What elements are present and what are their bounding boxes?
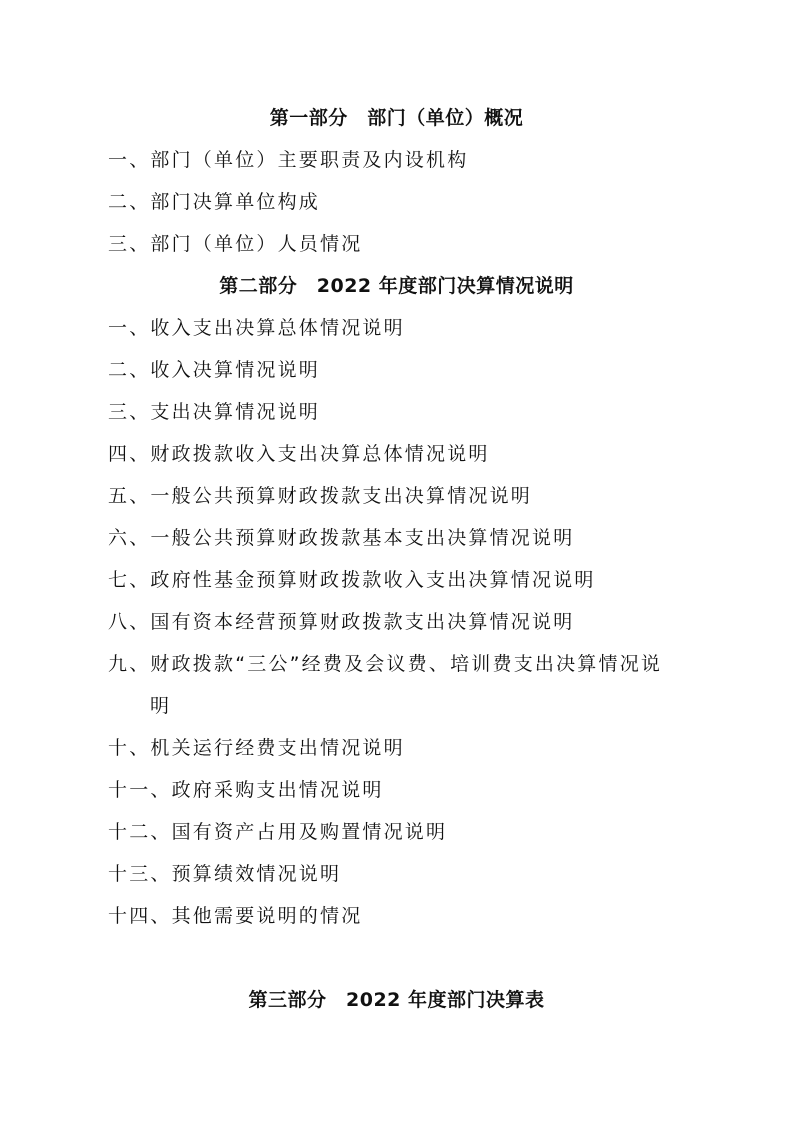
part2-heading: 第二部分 2022 年度部门决算情况说明 — [219, 275, 574, 297]
part1-item-1: 一、部门（单位）主要职责及内设机构 — [108, 149, 469, 171]
part1-item-3: 三、部门（单位）人员情况 — [108, 233, 363, 255]
part3-heading: 第三部分 2022 年度部门决算表 — [248, 989, 545, 1011]
part1-heading: 第一部分 部门（单位）概况 — [269, 107, 524, 129]
part2-item-3: 三、支出决算情况说明 — [108, 401, 321, 423]
part2-item-12: 十二、国有资产占用及购置情况说明 — [108, 821, 448, 843]
part2-item-13: 十三、预算绩效情况说明 — [108, 863, 342, 885]
part2-item-2: 二、收入决算情况说明 — [108, 359, 321, 381]
part2-item-4: 四、财政拨款收入支出决算总体情况说明 — [108, 443, 490, 465]
part2-item-8: 八、国有资本经营预算财政拨款支出决算情况说明 — [108, 611, 575, 633]
part1-item-2: 二、部门决算单位构成 — [108, 191, 321, 213]
part2-item-9: 九、财政拨款“三公”经费及会议费、培训费支出决算情况说 — [108, 653, 663, 675]
part2-item-14: 十四、其他需要说明的情况 — [108, 905, 363, 927]
part2-item-10: 十、机关运行经费支出情况说明 — [108, 737, 405, 759]
part2-item-7: 七、政府性基金预算财政拨款收入支出决算情况说明 — [108, 569, 596, 591]
part2-item-5: 五、一般公共预算财政拨款支出决算情况说明 — [108, 485, 533, 507]
part2-item-9-continuation: 明 — [150, 695, 172, 717]
part2-item-6: 六、一般公共预算财政拨款基本支出决算情况说明 — [108, 527, 575, 549]
part2-item-11: 十一、政府采购支出情况说明 — [108, 779, 384, 801]
part2-item-1: 一、收入支出决算总体情况说明 — [108, 317, 405, 339]
